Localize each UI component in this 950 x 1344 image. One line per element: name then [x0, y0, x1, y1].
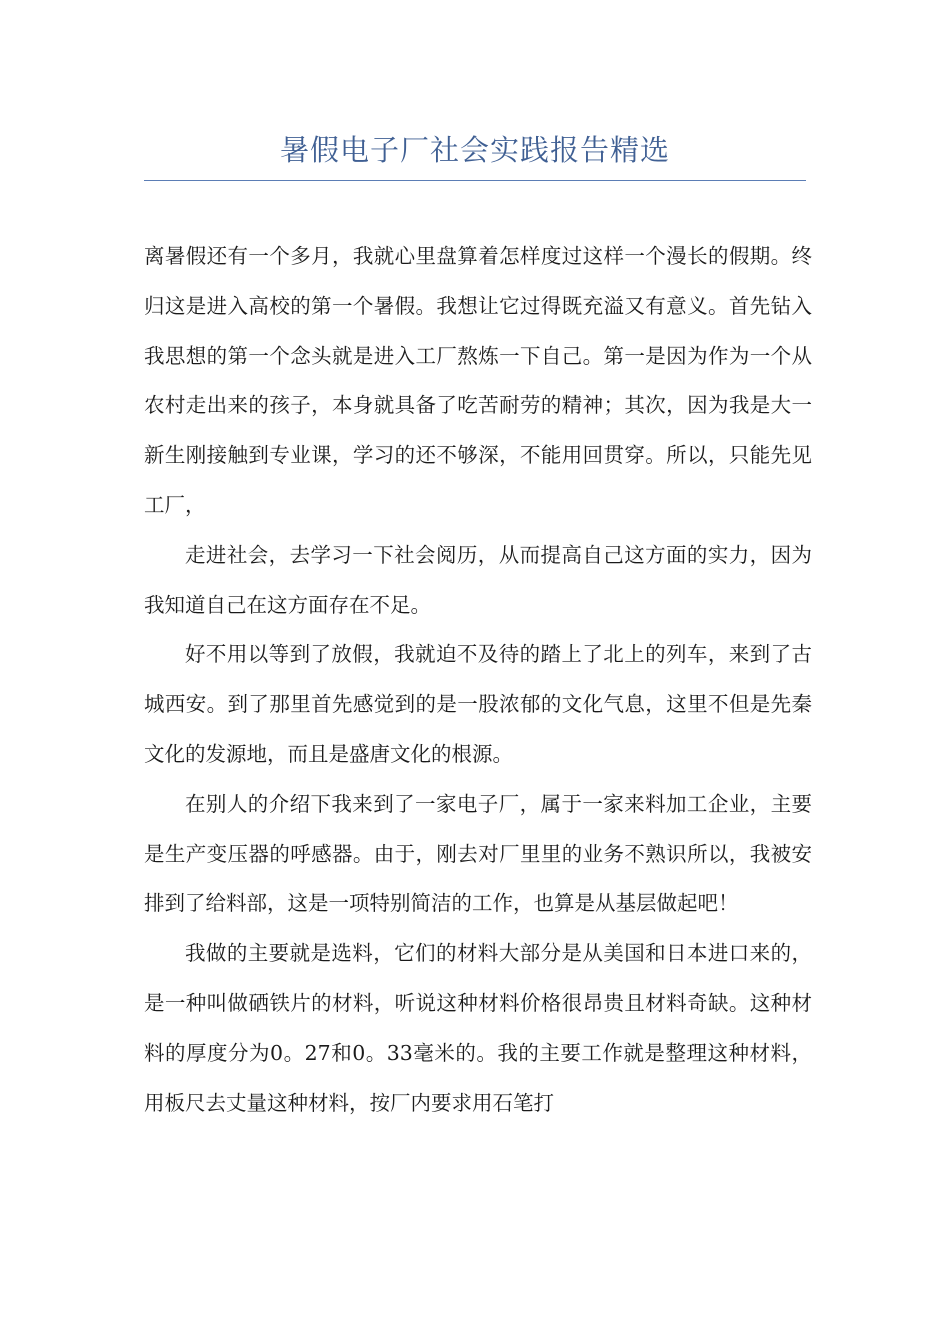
page-title: 暑假电子厂社会实践报告精选 — [279, 133, 670, 167]
paragraph-2: 走进社会，去学习一下社会阅历，从而提高自己这方面的实力，因为我知道自己在这方面存在不足。 — [144, 542, 812, 617]
paragraph-5: 我做的主要就是选料，它们的材料大部分是从美国和日本进口来的，是一种叫做硒铁片的材料，听说这种材料价格很昂贵且材料奇缺。这种材料的厚度分为0。27和0。33毫米的。我的主要工作就是整理这种材料，用板尺去丈量这种材料，按厂内要求用石笔打 — [144, 941, 812, 1115]
title-underline — [144, 180, 806, 181]
paragraph-4: 在别人的介绍下我来到了一家电子厂，属于一家来料加工企业，主要是生产变压器的呼感器。由于，刚去对厂里里的业务不熟识所以，我被安排到了给料部，这是一项特别简洁的工作，也算是从基层做起吧！ — [144, 791, 812, 916]
document-body — [144, 232, 812, 1128]
paragraph-1: 离暑假还有一个多月，我就心里盘算着怎样度过这样一个漫长的假期。终归这是进入高校的第一个暑假。我想让它过得既充溢又有意义。首先钻入我思想的第一个念头就是进入工厂熬炼一下自己。第一是因为作为一个从农村走出来的孩子，本身就具备了吃苦耐劳的精神；其次，因为我是大一新生刚接触到专业课，学习的还不够深，不能用回贯穿。所以，只能先见工厂， — [144, 244, 812, 517]
paragraph-3: 好不用以等到了放假，我就迫不及待的踏上了北上的列车，来到了古城西安。到了那里首先感觉到的是一股浓郁的文化气息，这里不但是先秦文化的发源地，而且是盛唐文化的根源。 — [144, 642, 812, 766]
